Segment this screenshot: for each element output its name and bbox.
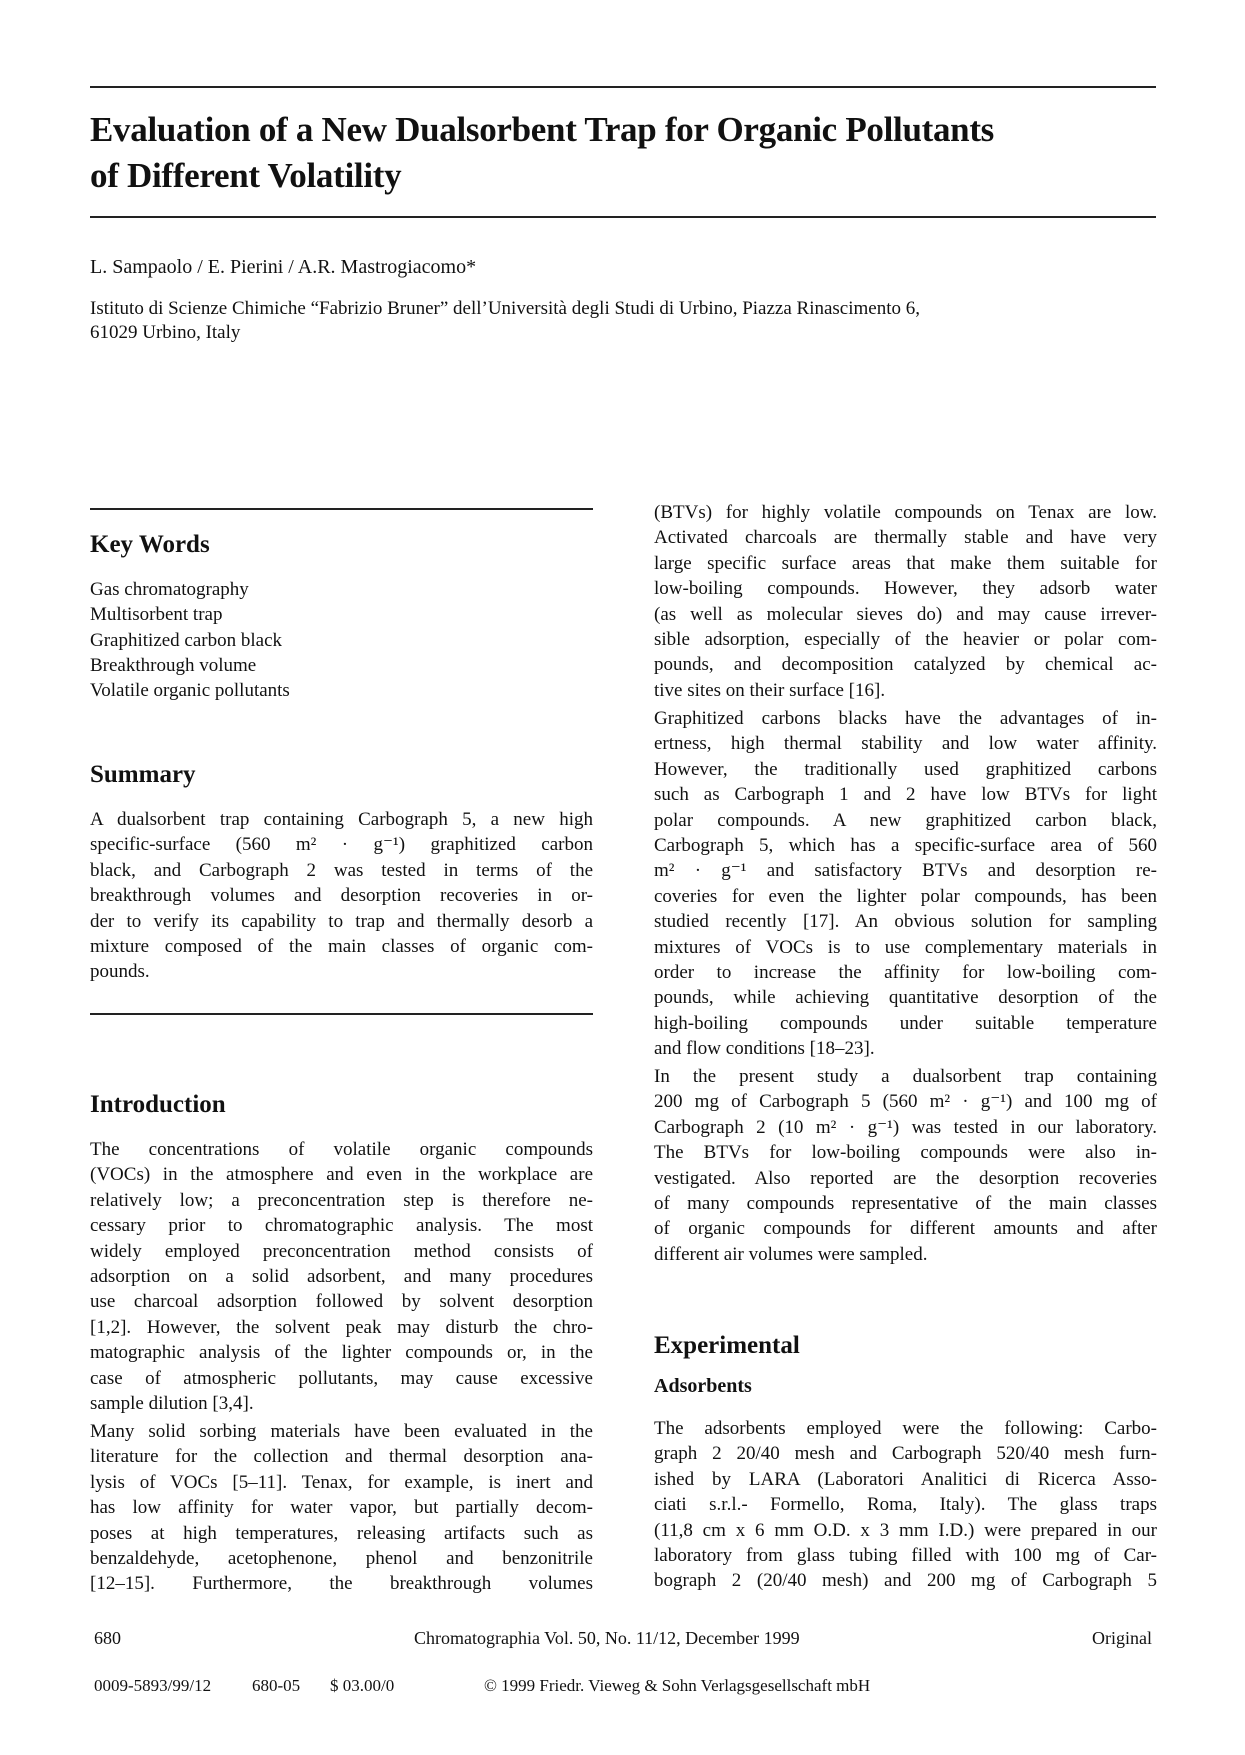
summary-paragraph (90, 807, 593, 985)
text-line: black, and Carbograph 2 was tested in terms of the (90, 859, 593, 881)
text-line: widely employed preconcentration method consists of (90, 1240, 593, 1262)
text-line: graph 2 20/40 mesh and Carbograph 520/40 mesh furn- (654, 1443, 1157, 1465)
price: $ 03.00/0 (330, 1676, 395, 1695)
title-bottom-rule (90, 216, 1156, 218)
text-line: Carbograph 2 (10 m² · g⁻¹) was tested in our laboratory. (654, 1116, 1157, 1138)
keyword-item: Gas chromatography (90, 579, 249, 600)
text-line: relatively low; a preconcentration step is therefore ne- (90, 1189, 593, 1211)
adsorbents-subheading: Adsorbents (654, 1375, 752, 1397)
text-line: (VOCs) in the atmosphere and even in the workplace are (90, 1164, 593, 1186)
keyword-item: Volatile organic pollutants (90, 680, 290, 702)
text-line: tive sites on their surface [16]. (654, 679, 886, 701)
text-line: Graphitized carbons blacks have the advantages of in- (654, 708, 1157, 729)
intro-paragraph (654, 1064, 1157, 1267)
summary-bottom-rule (90, 1013, 593, 1015)
paper-title (90, 107, 1170, 199)
top-rule (90, 86, 1156, 88)
text-line: such as Carbograph 1 and 2 have low BTVs for light (654, 784, 1157, 806)
text-line: [12–15]. Furthermore, the breakthrough volumes (90, 1573, 593, 1595)
text-line: The BTVs for low-boiling compounds were also in- (654, 1142, 1157, 1164)
authors: L. Sampaolo / E. Pierini / A.R. Mastrogiacomo* (90, 256, 477, 278)
affiliation-line: Istituto di Scienze Chimiche “Fabrizio Bruner” dell’Università degli Studi di Urbino, Piazza Rinascimento 6, (90, 298, 921, 319)
intro-paragraph (654, 706, 1157, 1062)
text-line: case of atmospheric pollutants, may cause excessive (90, 1367, 593, 1389)
keywords-top-rule (90, 508, 593, 510)
text-line: of organic compounds for different amounts and after (654, 1218, 1157, 1240)
text-line: benzaldehyde, acetophenone, phenol and benzonitrile (90, 1548, 593, 1570)
text-line: Many solid sorbing materials have been evaluated in the (90, 1421, 593, 1442)
intro-paragraph (90, 1419, 593, 1597)
text-line: lysis of VOCs [5–11]. Tenax, for example, is inert and (90, 1471, 593, 1493)
text-line: cessary prior to chromatographic analysis. The most (90, 1215, 593, 1237)
text-line: high-boiling compounds under suitable temperature (654, 1012, 1157, 1034)
text-line: matographic analysis of the lighter compounds or, in the (90, 1342, 593, 1364)
text-line: has low affinity for water vapor, but partially decom- (90, 1497, 593, 1519)
text-line: adsorption on a solid adsorbent, and many procedures (90, 1266, 593, 1288)
text-line: The concentrations of volatile organic compounds (90, 1139, 593, 1160)
title-line: of Different Volatility (90, 156, 402, 195)
title-line: Evaluation of a New Dualsorbent Trap for Organic Pollutants (90, 110, 995, 149)
text-line: vestigated. Also reported are the desorption recoveries (654, 1167, 1157, 1189)
intro-paragraph (654, 500, 1157, 703)
experimental-heading: Experimental (654, 1332, 800, 1359)
page-number: 680 (94, 1628, 121, 1648)
text-line: specific-surface (560 m² · g⁻¹) graphitized carbon (90, 834, 593, 856)
text-line: coveries for even the lighter polar compounds, has been (654, 885, 1157, 907)
summary-heading: Summary (90, 761, 196, 788)
keyword-item: Multisorbent trap (90, 604, 223, 626)
text-line: sample dilution [3,4]. (90, 1393, 254, 1415)
text-line: (as well as molecular sieves do) and may cause irrever- (654, 603, 1157, 625)
text-line: studied recently [17]. An obvious solution for sampling (654, 911, 1157, 933)
text-line: breakthrough volumes and desorption recoveries in or- (90, 885, 593, 907)
text-line: low-boiling compounds. However, they adsorb water (654, 578, 1157, 600)
text-line: mixtures of VOCs is to use complementary materials in (654, 936, 1157, 958)
text-line: and flow conditions [18–23]. (654, 1038, 875, 1060)
keyword-item: Breakthrough volume (90, 654, 257, 676)
issn: 0009-5893/99/12 (94, 1676, 212, 1695)
text-line: literature for the collection and thermal desorption ana- (90, 1446, 593, 1468)
text-line: use charcoal adsorption followed by solvent desorption (90, 1291, 593, 1313)
journal-citation: Chromatographia Vol. 50, No. 11/12, December 1999 (414, 1628, 800, 1648)
keywords-list (90, 577, 290, 703)
text-line: pounds. (90, 961, 150, 983)
text-line: large specific surface areas that make them suitable for (654, 552, 1157, 574)
text-line: Carbograph 5, which has a specific-surface area of 560 (654, 835, 1157, 857)
page-code: 680-05 (252, 1676, 301, 1695)
text-line: ertness, high thermal stability and low water affinity. (654, 733, 1157, 755)
text-line: pounds, while achieving quantitative desorption of the (654, 987, 1157, 1009)
affiliation (90, 297, 1170, 345)
text-line: different air volumes were sampled. (654, 1243, 928, 1265)
text-line: order to increase the affinity for low-boiling com- (654, 962, 1157, 984)
keywords-heading: Key Words (90, 531, 210, 558)
text-line: pounds, and decomposition catalyzed by chemical ac- (654, 654, 1157, 676)
intro-paragraph (90, 1137, 593, 1416)
text-line: The adsorbents employed were the following: Carbo- (654, 1418, 1157, 1439)
affiliation-line: 61029 Urbino, Italy (90, 322, 241, 343)
text-line: der to verify its capability to trap and thermally desorb a (90, 910, 593, 932)
text-line: However, the traditionally used graphitized carbons (654, 758, 1157, 780)
text-line: sible adsorption, especially of the heavier or polar com- (654, 629, 1157, 651)
text-line: poses at high temperatures, releasing artifacts such as (90, 1522, 593, 1544)
text-line: of many compounds representative of the main classes (654, 1193, 1157, 1215)
text-line: ciati s.r.l.- Formello, Roma, Italy). The glass traps (654, 1494, 1157, 1516)
text-line: m² · g⁻¹ and satisfactory BTVs and desorption re- (654, 860, 1157, 882)
text-line: ished by LARA (Laboratori Analitici di Ricerca Asso- (654, 1468, 1157, 1490)
text-line: 200 mg of Carbograph 5 (560 m² · g⁻¹) and 100 mg of (654, 1091, 1157, 1113)
text-line: [1,2]. However, the solvent peak may disturb the chro- (90, 1316, 593, 1338)
text-line: polar compounds. A new graphitized carbon black, (654, 809, 1157, 831)
copyright: © 1999 Friedr. Vieweg & Sohn Verlagsgesellschaft mbH (484, 1676, 871, 1695)
text-line: A dualsorbent trap containing Carbograph 5, a new high (90, 809, 593, 830)
text-line: (BTVs) for highly volatile compounds on Tenax are low. (654, 502, 1157, 523)
keyword-item: Graphitized carbon black (90, 629, 283, 651)
article-type: Original (1092, 1628, 1152, 1648)
introduction-heading: Introduction (90, 1091, 226, 1118)
text-line: laboratory from glass tubing filled with 100 mg of Car- (654, 1545, 1157, 1567)
text-line: In the present study a dualsorbent trap containing (654, 1066, 1157, 1087)
text-line: Activated charcoals are thermally stable and have very (654, 527, 1157, 549)
text-line: mixture composed of the main classes of organic com- (90, 936, 593, 958)
experimental-paragraph (654, 1416, 1157, 1594)
text-line: bograph 2 (20/40 mesh) and 200 mg of Carbograph 5 (654, 1570, 1157, 1592)
text-line: (11,8 cm x 6 mm O.D. x 3 mm I.D.) were prepared in our (654, 1519, 1157, 1541)
